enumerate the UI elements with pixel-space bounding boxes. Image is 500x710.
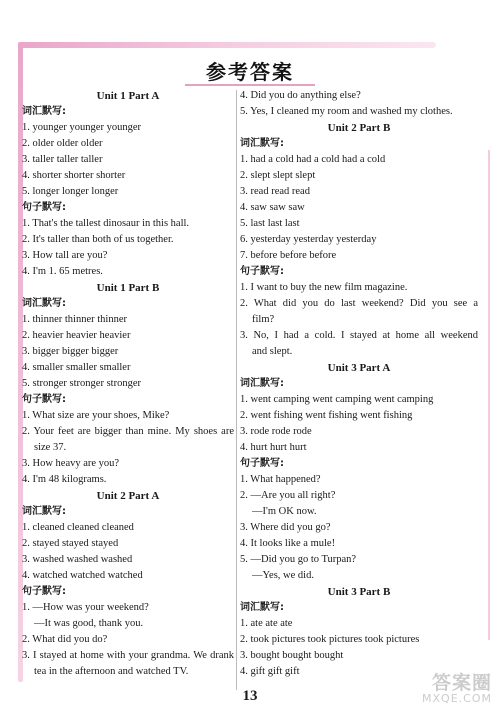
section-label: 句子默写:	[22, 394, 66, 405]
left-column	[22, 88, 234, 680]
answer-line: 2. heavier heavier heavier	[22, 330, 131, 341]
unit-heading: Unit 1 Part A	[96, 90, 160, 102]
title-underline	[185, 84, 315, 86]
section-label: 词汇默写:	[240, 138, 284, 149]
answer-line: 3. How tall are you?	[22, 250, 108, 261]
answer-line: 1. I want to buy the new film magazine.	[240, 282, 408, 293]
unit-heading: Unit 3 Part A	[327, 362, 391, 374]
section-label: 词汇默写:	[240, 602, 284, 613]
unit-heading: Unit 3 Part B	[327, 586, 391, 598]
section-label: 句子默写:	[22, 202, 66, 213]
answer-line: 1. cleaned cleaned cleaned	[22, 522, 134, 533]
answer-line: 5. longer longer longer	[22, 186, 119, 197]
page-title: 参考答案	[206, 60, 294, 84]
answer-line: 2. went fishing went fishing went fishing	[240, 410, 413, 421]
answer-line: 5. stronger stronger stronger	[22, 378, 141, 389]
answer-line: 2. Your feet are bigger than mine. My shoes are	[22, 426, 234, 437]
answer-line: 2. What did you do?	[22, 634, 108, 645]
answer-line: 4. Did you do anything else?	[240, 90, 361, 101]
answer-line: 3. I stayed at home with your grandma. We drank	[22, 650, 234, 661]
answer-line: 4. It looks like a mule!	[240, 538, 336, 549]
unit-heading: Unit 2 Part A	[96, 490, 160, 502]
unit-heading: Unit 2 Part B	[327, 122, 391, 134]
answer-line: 1. What happened?	[240, 474, 321, 485]
answer-line: 4. hurt hurt hurt	[240, 442, 307, 453]
answer-line: 3. rode rode rode	[240, 426, 312, 437]
answer-line: 4. watched watched watched	[22, 570, 143, 581]
answer-line: 3. Where did you go?	[240, 522, 331, 533]
answer-line: 2. What did you do last weekend? Did you see a	[240, 298, 478, 309]
watermark-text: 答案圈	[431, 672, 492, 694]
answer-line-continued: size 37.	[34, 442, 67, 453]
answer-line: 2. stayed stayed stayed	[22, 538, 119, 549]
page-frame-top	[18, 42, 436, 48]
answer-line: 3. How heavy are you?	[22, 458, 120, 469]
page-frame-right	[488, 150, 490, 640]
answer-line: 3. bought bought bought	[240, 650, 344, 661]
answer-line: 1. younger younger younger	[22, 122, 141, 133]
answer-line: 1. ate ate ate	[240, 618, 293, 629]
answer-line: 1. went camping went camping went camping	[240, 394, 434, 405]
answer-line: 3. bigger bigger bigger	[22, 346, 119, 357]
answer-line-continued: —Yes, we did.	[252, 570, 314, 581]
answer-line-continued: —It was good, thank you.	[34, 618, 144, 629]
section-label: 句子默写:	[240, 458, 284, 469]
answer-line: 2. —Are you all right?	[240, 490, 336, 501]
answer-line-continued: and slept.	[252, 346, 293, 357]
answer-line: 2. took pictures took pictures took pictures	[240, 634, 420, 645]
answer-line: 5. Yes, I cleaned my room and washed my clothes.	[240, 106, 453, 117]
answer-line: 4. smaller smaller smaller	[22, 362, 131, 373]
answer-line: 2. older older older	[22, 138, 103, 149]
section-label: 词汇默写:	[240, 378, 284, 389]
answer-line: 2. It's taller than both of us together.	[22, 234, 174, 245]
section-label: 词汇默写:	[22, 106, 66, 117]
answer-line: 3. washed washed washed	[22, 554, 133, 565]
answer-line: 5. last last last	[240, 218, 300, 229]
watermark-url: MXQE.COM	[422, 692, 492, 705]
answer-line: 1. had a cold had a cold had a cold	[240, 154, 386, 165]
section-label: 词汇默写:	[22, 506, 66, 517]
answer-line-continued: —I'm OK now.	[252, 506, 317, 517]
page-number: 13	[242, 688, 258, 704]
answer-line: 1. thinner thinner thinner	[22, 314, 127, 325]
answer-line: 3. read read read	[240, 186, 310, 197]
answer-line: 1. That's the tallest dinosaur in this hall.	[22, 218, 190, 229]
answer-line: 1. —How was your weekend?	[22, 602, 149, 613]
answer-line: 4. I'm 48 kilograms.	[22, 474, 107, 485]
answer-line: 4. I'm 1. 65 metres.	[22, 266, 103, 277]
answer-line: 2. slept slept slept	[240, 170, 316, 181]
answer-line: 5. —Did you go to Turpan?	[240, 554, 357, 565]
section-label: 句子默写:	[22, 586, 66, 597]
answer-line-continued: tea in the afternoon and watched TV.	[34, 666, 189, 677]
unit-heading: Unit 1 Part B	[96, 282, 160, 294]
answer-line-continued: film?	[252, 314, 275, 325]
section-label: 句子默写:	[240, 266, 284, 277]
answer-line: 4. gift gift gift	[240, 666, 300, 677]
answer-line: 3. taller taller taller	[22, 154, 103, 165]
answer-line: 7. before before before	[240, 250, 337, 261]
answer-line: 6. yesterday yesterday yesterday	[240, 234, 377, 245]
section-label: 词汇默写:	[22, 298, 66, 309]
column-divider	[236, 90, 237, 690]
answer-line: 1. What size are your shoes, Mike?	[22, 410, 170, 421]
watermark-logo	[422, 674, 492, 706]
answer-line: 4. saw saw saw	[240, 202, 305, 213]
answer-line: 4. shorter shorter shorter	[22, 170, 126, 181]
right-column	[240, 88, 478, 680]
answer-line: 3. No, I had a cold. I stayed at home all weekend	[240, 330, 478, 341]
